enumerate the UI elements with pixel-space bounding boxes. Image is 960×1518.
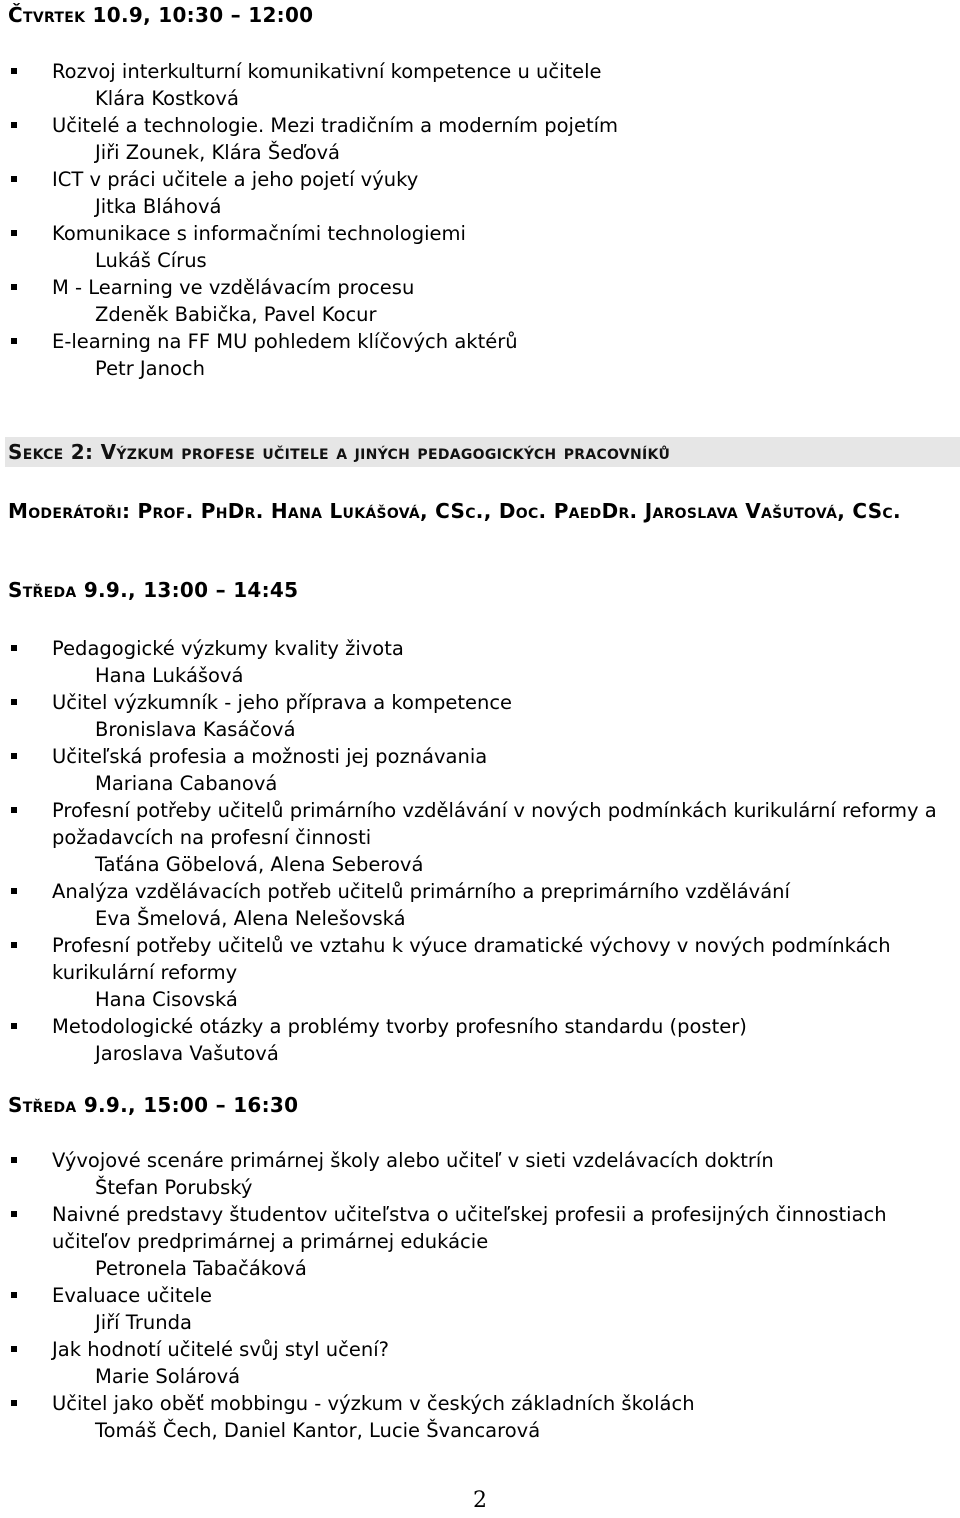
paper-author: Hana Lukášová bbox=[95, 664, 244, 687]
paper-author: Jitka Bláhová bbox=[95, 195, 222, 218]
paper-title: Naivné predstavy študentov učiteľstva o učiteľskej profesii a profesijných činnostiach učiteľov predprimárnej a primárnej edukácie bbox=[52, 1203, 887, 1253]
paper-author: Marie Solárová bbox=[95, 1365, 241, 1388]
list-item bbox=[0, 689, 960, 743]
list-item bbox=[0, 328, 960, 382]
list-item bbox=[0, 166, 960, 220]
paper-author: Jiři Zounek, Klára Šeďová bbox=[95, 141, 340, 164]
section-heading: Sekce 2: Výzkum profese učitele a jiných pedagogických pracovníků bbox=[5, 437, 960, 467]
bullet-icon bbox=[11, 68, 17, 74]
paper-title: Učitel výzkumník - jeho příprava a kompetence bbox=[52, 691, 513, 714]
paper-title: Analýza vzdělávacích potřeb učitelů primárního a preprimárního vzdělávání bbox=[52, 880, 790, 903]
bullet-icon bbox=[11, 753, 17, 759]
paper-title: Vývojové scenáre primárnej školy alebo učiteľ v sieti vzdelávacích doktrín bbox=[52, 1149, 774, 1172]
paper-author: Taťána Göbelová, Alena Seberová bbox=[95, 853, 424, 876]
bullet-icon bbox=[11, 230, 17, 236]
paper-title: Pedagogické výzkumy kvality života bbox=[52, 637, 404, 660]
paper-title: Evaluace učitele bbox=[52, 1284, 213, 1307]
paper-title: Učitel jako oběť mobbingu - výzkum v českých základních školách bbox=[52, 1392, 695, 1415]
paper-author: Tomáš Čech, Daniel Kantor, Lucie Švancarová bbox=[95, 1419, 541, 1442]
page-number: 2 bbox=[473, 1488, 487, 1513]
list-item bbox=[0, 1147, 960, 1201]
paper-author: Jaroslava Vašutová bbox=[95, 1042, 279, 1065]
paper-title: Učitelé a technologie. Mezi tradičním a moderním pojetím bbox=[52, 114, 619, 137]
moderators: Moderátoři: Prof. PhDr. Hana Lukášová, CSc., Doc. PaedDr. Jaroslava Vašutová, CSc. bbox=[8, 499, 901, 523]
bullet-icon bbox=[11, 1157, 17, 1163]
bullet-icon bbox=[11, 284, 17, 290]
bullet-icon bbox=[11, 176, 17, 182]
bullet-icon bbox=[11, 699, 17, 705]
paper-title: Učiteľská profesia a možnosti jej poznávania bbox=[52, 745, 488, 768]
paper-title: Komunikace s informačními technologiemi bbox=[52, 222, 466, 245]
list-item bbox=[0, 58, 960, 112]
paper-author: Mariana Cabanová bbox=[95, 772, 278, 795]
list-item bbox=[0, 274, 960, 328]
list-item bbox=[0, 797, 960, 878]
session-list bbox=[0, 1147, 960, 1444]
paper-title: E-learning na FF MU pohledem klíčových aktérů bbox=[52, 330, 518, 353]
bullet-icon bbox=[11, 1292, 17, 1298]
paper-title: M - Learning ve vzdělávacím procesu bbox=[52, 276, 415, 299]
list-item bbox=[0, 112, 960, 166]
paper-title: Rozvoj interkulturní komunikativní kompetence u učitele bbox=[52, 60, 602, 83]
bullet-icon bbox=[11, 888, 17, 894]
list-item bbox=[0, 878, 960, 932]
bullet-icon bbox=[11, 1211, 17, 1217]
paper-title: Profesní potřeby učitelů ve vztahu k výuce dramatické výchovy v nových podmínkách kurikulární reformy bbox=[52, 934, 891, 984]
paper-title: ICT v práci učitele a jeho pojetí výuky bbox=[52, 168, 419, 191]
paper-author: Štefan Porubský bbox=[95, 1176, 253, 1199]
paper-author: Eva Šmelová, Alena Nelešovská bbox=[95, 907, 406, 930]
paper-title: Metodologické otázky a problémy tvorby profesního standardu (poster) bbox=[52, 1015, 747, 1038]
bullet-icon bbox=[11, 1023, 17, 1029]
paper-author: Bronislava Kasáčová bbox=[95, 718, 296, 741]
bullet-icon bbox=[11, 1400, 17, 1406]
bullet-icon bbox=[11, 942, 17, 948]
list-item bbox=[0, 1336, 960, 1390]
day-heading: Středa 9.9., 13:00 – 14:45 bbox=[8, 578, 299, 602]
list-item bbox=[0, 1390, 960, 1444]
session-list bbox=[0, 58, 960, 382]
day-heading: Středa 9.9., 15:00 – 16:30 bbox=[8, 1093, 299, 1117]
bullet-icon bbox=[11, 1346, 17, 1352]
paper-author: Klára Kostková bbox=[95, 87, 239, 110]
list-item bbox=[0, 1013, 960, 1067]
paper-author: Petronela Tabačáková bbox=[95, 1257, 307, 1280]
paper-author: Jiří Trunda bbox=[95, 1311, 192, 1334]
paper-author: Lukáš Círus bbox=[95, 249, 207, 272]
session-list bbox=[0, 635, 960, 1067]
paper-title: Profesní potřeby učitelů primárního vzdělávání v nových podmínkách kurikulární reformy a požadavcích na profesní činnosti bbox=[52, 799, 937, 849]
paper-author: Petr Janoch bbox=[95, 357, 205, 380]
list-item bbox=[0, 743, 960, 797]
list-item bbox=[0, 932, 960, 1013]
list-item bbox=[0, 1201, 960, 1282]
paper-author: Hana Cisovská bbox=[95, 988, 238, 1011]
list-item bbox=[0, 635, 960, 689]
list-item bbox=[0, 1282, 960, 1336]
list-item bbox=[0, 220, 960, 274]
paper-author: Zdeněk Babička, Pavel Kocur bbox=[95, 303, 377, 326]
bullet-icon bbox=[11, 807, 17, 813]
bullet-icon bbox=[11, 122, 17, 128]
day-heading: Čtvrtek 10.9, 10:30 – 12:00 bbox=[8, 3, 314, 27]
bullet-icon bbox=[11, 338, 17, 344]
bullet-icon bbox=[11, 645, 17, 651]
paper-title: Jak hodnotí učitelé svůj styl učení? bbox=[52, 1338, 390, 1361]
